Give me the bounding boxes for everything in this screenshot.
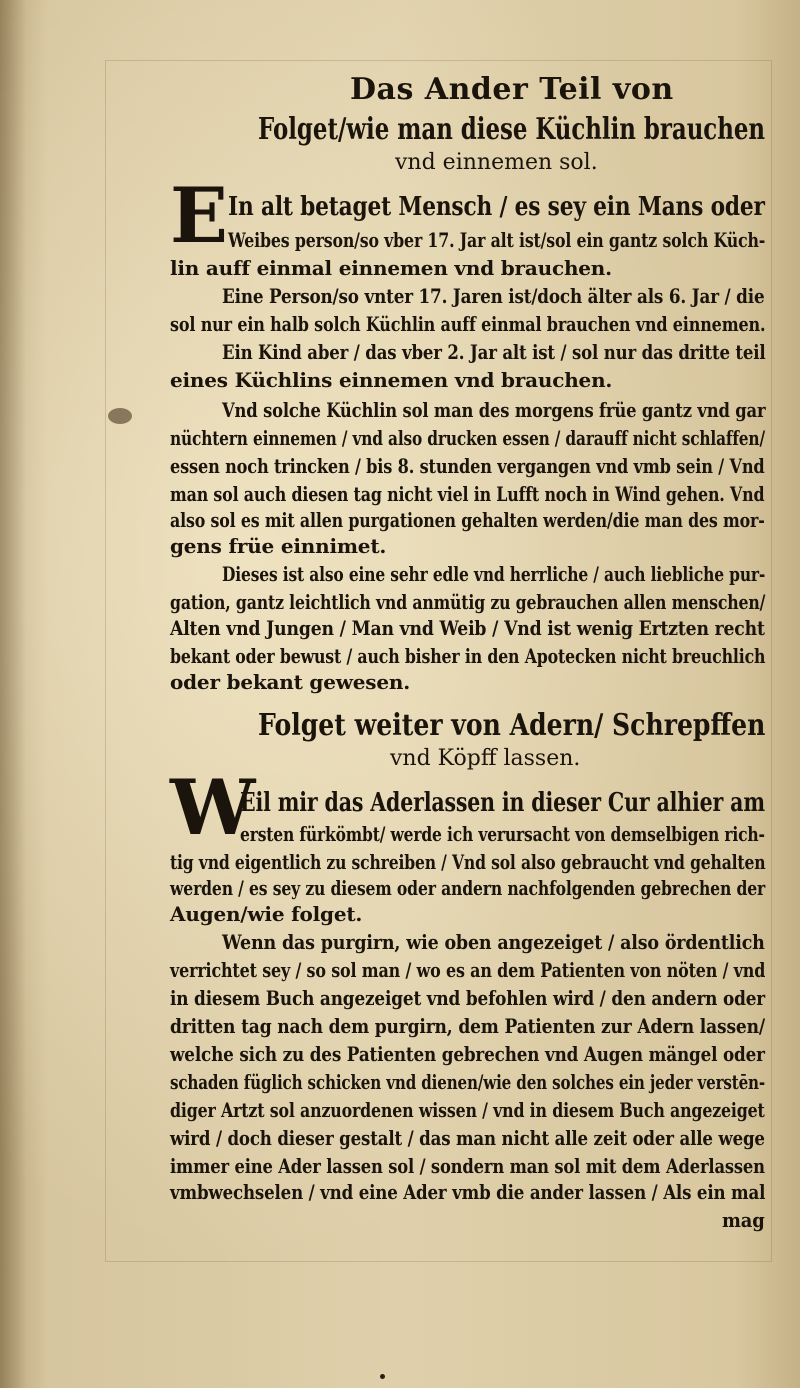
section1-line-9: nüchtern einnemen / vnd also drucken essen / darauff nicht schlaffen/ bbox=[170, 426, 765, 450]
section2-heading: Folget weiter von Adern/ Schrepffen bbox=[258, 708, 766, 743]
section1-line-12: also sol es mit allen purgationen gehalten werden/die man des mor- bbox=[170, 508, 765, 532]
section1-line-10: essen noch trincken / bis 8. stunden vergangen vnd vmb sein / Vnd bbox=[170, 454, 765, 478]
section2-subheading: vnd Köpff lassen. bbox=[390, 746, 581, 771]
section1-line-11: man sol auch diesen tag nicht viel in Lufft noch in Wind gehen. Vnd bbox=[170, 482, 765, 506]
section2-dropcap: W bbox=[170, 763, 256, 852]
section2-line-2: ersten fürkömbt/ werde ich verursacht von demselbigen rich- bbox=[240, 822, 765, 846]
section2-line-14: immer eine Ader lassen sol / sondern man sol mit dem Aderlassen bbox=[170, 1154, 765, 1178]
running-head: Das Ander Teil von bbox=[350, 72, 674, 107]
section1-line-7: eines Küchlins einnemen vnd brauchen. bbox=[170, 368, 613, 392]
section1-line-2: Weibes person/so vber 17. Jar alt ist/sol ein gantz solch Küch- bbox=[228, 228, 766, 252]
section1-line-13: gens früe einnimet. bbox=[170, 534, 387, 558]
catchword: mag bbox=[722, 1208, 765, 1232]
section2-line-7: verrichtet sey / so sol man / wo es an dem Patienten von nöten / vnd bbox=[170, 958, 766, 982]
section2-line-12: diger Artzt sol anzuordenen wissen / vnd in diesem Buch angezeiget bbox=[170, 1098, 765, 1122]
section1-line-16: Alten vnd Jungen / Man vnd Weib / Vnd ist wenig Ertzten recht bbox=[170, 616, 765, 640]
section2-line-13: wird / doch dieser gestalt / das man nicht alle zeit oder alle wege bbox=[170, 1126, 765, 1150]
section2-line-9: dritten tag nach dem purgirn, dem Patienten zur Adern lassen/ bbox=[170, 1014, 765, 1038]
section1-line-8: Vnd solche Küchlin sol man des morgens früe gantz vnd gar bbox=[222, 398, 766, 422]
section1-line-4: Eine Person/so vnter 17. Jaren ist/doch älter als 6. Jar / die bbox=[222, 284, 765, 308]
section1-line-1: In alt betaget Mensch / es sey ein Mans oder bbox=[228, 192, 765, 222]
section2-line-3: tig vnd eigentlich zu schreiben / Vnd sol also gebraucht vnd gehalten bbox=[170, 850, 766, 874]
page-mark-dot bbox=[380, 1374, 385, 1379]
section1-line-14: Dieses ist also eine sehr edle vnd herrliche / auch liebliche pur- bbox=[222, 562, 766, 586]
section2-line-4: werden / es sey zu diesem oder andern nachfolgenden gebrechen der bbox=[170, 876, 766, 900]
section1-line-5: sol nur ein halb solch Küchlin auff einmal brauchen vnd einnemen. bbox=[170, 312, 766, 336]
section1-line-18: oder bekant gewesen. bbox=[170, 670, 410, 694]
section2-line-5: Augen/wie folget. bbox=[170, 902, 363, 926]
section1-line-3: lin auff einmal einnemen vnd brauchen. bbox=[170, 256, 612, 280]
section2-line-8: in diesem Buch angezeiget vnd befohlen wird / den andern oder bbox=[170, 986, 766, 1010]
section2-line-10: welche sich zu des Patienten gebrechen vnd Augen mängel oder bbox=[170, 1042, 765, 1066]
section1-line-17: bekant oder bewust / auch bisher in den Apotecken nicht breuchlich bbox=[170, 644, 766, 668]
page-binding-shadow bbox=[0, 0, 26, 1388]
section2-line-11: schaden füglich schicken vnd dienen/wie den solches ein jeder verstēn- bbox=[170, 1070, 766, 1094]
ink-blot bbox=[108, 408, 132, 424]
section2-line-15: vmbwechselen / vnd eine Ader vmb die ander lassen / Als ein mal bbox=[170, 1180, 766, 1204]
section1-line-15: gation, gantz leichtlich vnd anmütig zu gebrauchen allen menschen/ bbox=[170, 590, 766, 614]
section1-heading: Folget/wie man diese Küchlin brauchen bbox=[258, 112, 766, 147]
section1-subheading: vnd einnemen sol. bbox=[395, 150, 598, 175]
section1-line-6: Ein Kind aber / das vber 2. Jar alt ist / sol nur das dritte teil bbox=[222, 340, 766, 364]
section1-dropcap: E bbox=[170, 171, 228, 260]
section2-line-6: Wenn das purgirn, wie oben angezeiget / also ördentlich bbox=[222, 930, 765, 954]
section2-line-1: Eil mir das Aderlassen in dieser Cur alhier am bbox=[240, 788, 765, 818]
